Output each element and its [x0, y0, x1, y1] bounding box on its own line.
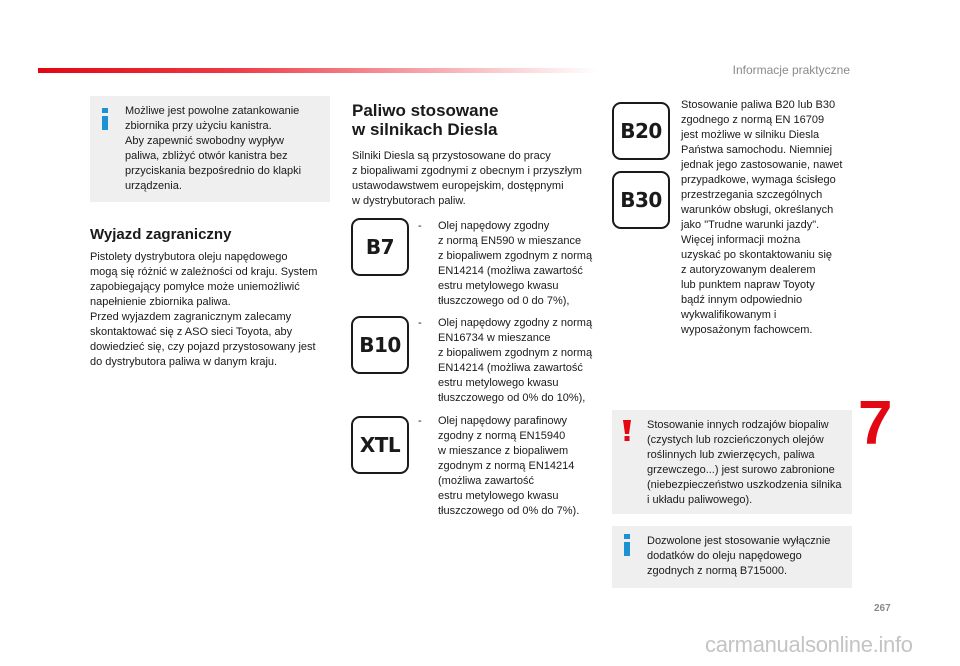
chapter-number: 7 [858, 389, 893, 458]
info-note-canister [90, 96, 330, 202]
warning-note-biofuels [612, 410, 852, 514]
diesel-fuel-intro: Silniki Diesla są przystosowane do pracy z biopaliwami zgodnymi z obecnym i przyszłym ustawodawstwem europejskim, dostępnymi w dystrybutorach paliw. [352, 150, 582, 207]
warning-icon [622, 420, 632, 447]
warning-note-text: Stosowanie innych rodzajów biopaliw (czystych lub rozcieńczonych olejów roślinnych lub zwierzęcych, paliwa grzewczego...) jest surowo zabronione (niebezpieczeństwo uszkodzenia silnika i układu paliwowego). [647, 419, 842, 506]
info-icon [622, 534, 632, 561]
info-note-additives-text: Dozwolone jest stosowanie wyłącznie dodatków do oleju napędowego zgodnych z normą B715000. [647, 535, 831, 577]
fuel-item-xtl [418, 414, 600, 520]
info-note-text: Możliwe jest powolne zatankowanie zbiornika przy użyciu kanistra. Aby zapewnić swobodny wypływ paliwa, zbliżyć otwór kanistra bez przyciskania bezpośrednio do klapki urządzenia. [125, 105, 302, 192]
section-title: Informacje praktyczne [732, 63, 850, 77]
fuel-badge-b10: B10 [351, 316, 409, 374]
info-icon [100, 108, 110, 135]
fuel-item-text: Olej napędowy parafinowy zgodny z normą EN15940 w mieszance z biopaliwem zgodnym z normą EN14214 (możliwa zawartość estru metylowego kwasu tłuszczowego od 0% do 7%). [438, 415, 580, 517]
fuel-item-text: Olej napędowy zgodny z normą EN16734 w mieszance z biopaliwem zgodnym z normą EN14214 (możliwa zawartość estru metylowego kwasu tłuszczowego od 0% do 10%), [438, 317, 593, 404]
info-note-additives [612, 526, 852, 588]
watermark: carmanualsonline.info [705, 632, 913, 657]
fuel-item-b7 [418, 219, 600, 309]
fuel-badge-xtl: XTL [351, 416, 409, 474]
header-accent-bar [38, 68, 598, 73]
diesel-fuel-title-line2: w silnikach Diesla [352, 120, 498, 139]
abroad-text: Pistolety dystrybutora oleju napędowego mogą się różnić w zależności od kraju. System zapobiegający pomyłce może uniemożliwić napełnienie zbiornika paliwa. Przed wyjazdem zagranicznym zalecamy skontaktować się z ASO sieci Toyota, aby dowiedzieć się, czy pojazd przystosowany jest do dystrybutora paliwa w danym kraju. [90, 251, 318, 368]
fuel-item-b10 [418, 316, 600, 406]
abroad-title: Wyjazd zagraniczny [90, 226, 232, 243]
fuel-badge-b20: B20 [612, 102, 670, 160]
list-dash: - [418, 317, 422, 329]
fuel-badge-b30: B30 [612, 171, 670, 229]
b20-b30-text: Stosowanie paliwa B20 lub B30 zgodnego z normą EN 16709 jest możliwe w silniku Diesla Państwa samochodu. Niemniej jednak jego zastosowanie, nawet przypadkowe, wymaga ścisłego przestrzegania szczególnych warunków obsługi, określanych jako "Trudne warunki jazdy". Więcej informacji można uzyskać po skontaktowaniu się z autoryzowanym dealerem lub punktem napraw Toyoty bądź innym odpowiednio wykwalifikowanym i wyposażonym fachowcem. [681, 99, 843, 336]
list-dash: - [418, 220, 422, 232]
list-dash: - [418, 415, 422, 427]
diesel-fuel-title-line1: Paliwo stosowane [352, 101, 499, 120]
fuel-badge-b7: B7 [351, 218, 409, 276]
fuel-item-text: Olej napędowy zgodny z normą EN590 w mieszance z biopaliwem zgodnym z normą EN14214 (możliwa zawartość estru metylowego kwasu tłuszczowego od 0 do 7%), [438, 220, 593, 307]
page-number: 267 [874, 603, 891, 614]
